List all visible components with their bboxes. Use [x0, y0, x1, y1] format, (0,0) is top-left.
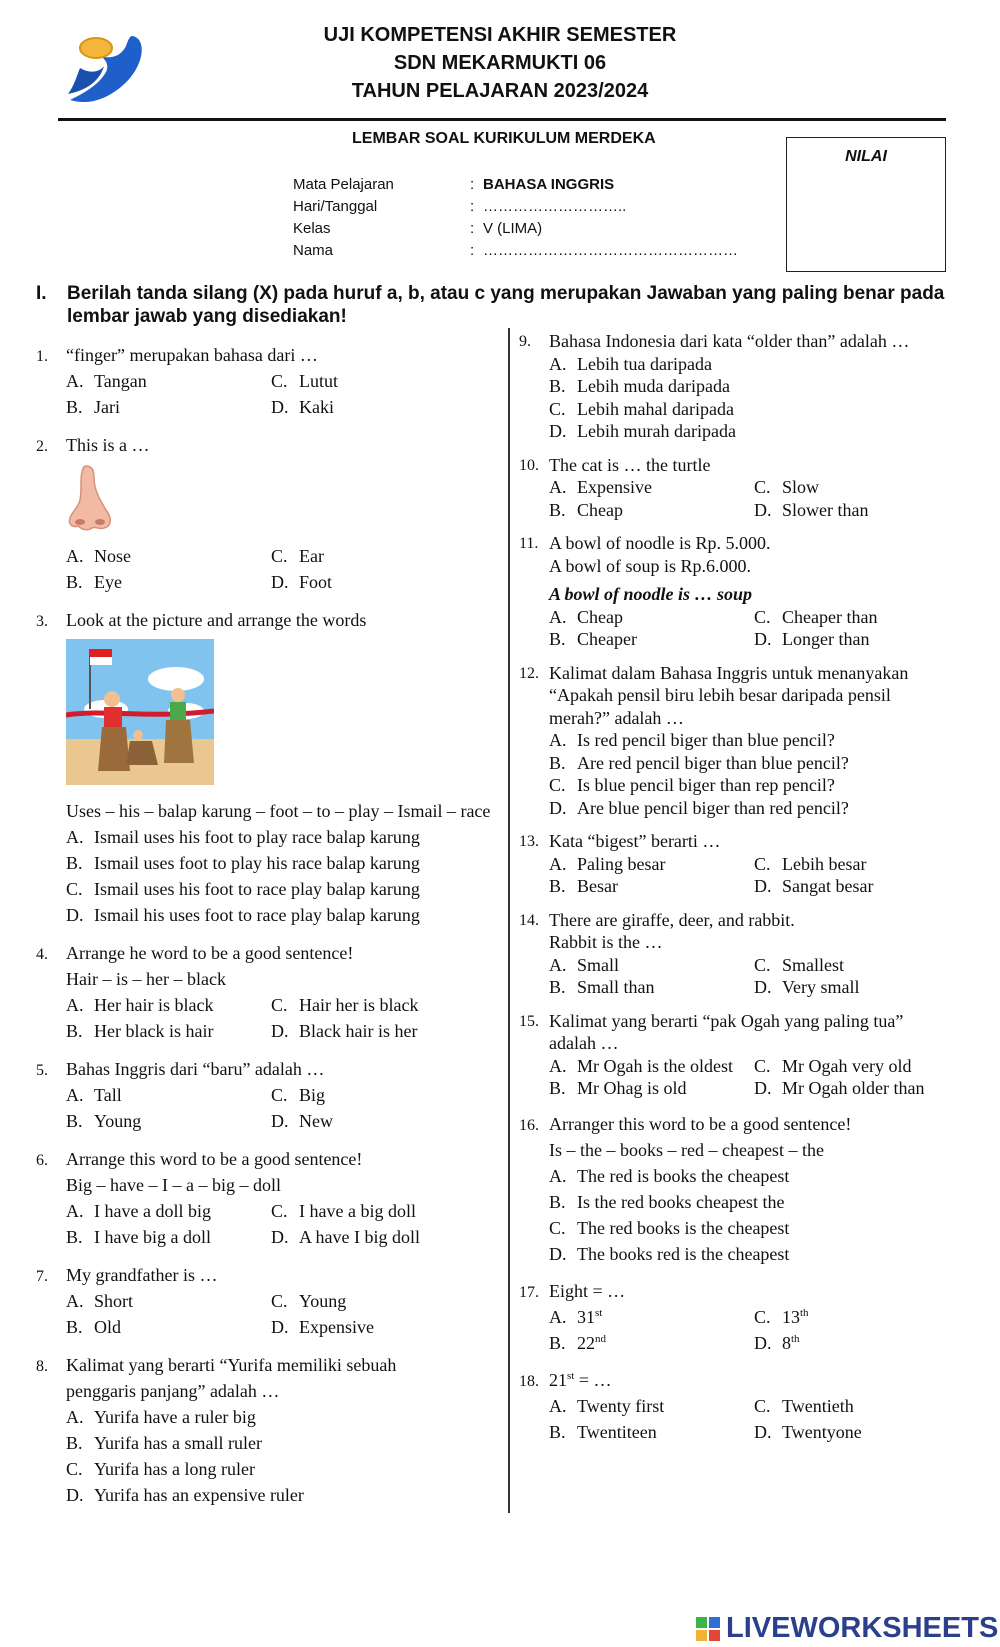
question-number: 10.	[519, 456, 539, 474]
question-text: Look at the picture and arrange the words	[66, 610, 367, 630]
word-bank: Big – have – I – a – big – doll	[66, 1175, 281, 1195]
option-a[interactable]: A. Small	[549, 954, 620, 975]
option-a[interactable]: A. Nose	[66, 546, 131, 566]
school-name: SDN MEKARMUKTI 06	[393, 52, 607, 74]
question-number: 7.	[36, 1268, 48, 1285]
option-d[interactable]: D. A have I big doll	[271, 1227, 420, 1247]
option-b[interactable]: B. Jari	[66, 397, 120, 417]
option-b[interactable]: B. Lebih muda daripada	[549, 376, 730, 396]
nose-image	[66, 464, 116, 532]
option-d[interactable]: D. The books red is the cheapest	[549, 1243, 790, 1264]
meta-label: Mata Pelajaran	[293, 176, 394, 193]
option-a[interactable]: A. Ismail uses his foot to play race balap karung	[66, 827, 420, 847]
option-d[interactable]: D. New	[271, 1111, 333, 1131]
option-c[interactable]: C. Mr Ogah very old	[754, 1055, 912, 1076]
question-text: Bahasa Indonesia dari kata “older than” adalah …	[549, 331, 910, 351]
option-d[interactable]: D. Kaki	[271, 397, 334, 417]
option-b[interactable]: B. Yurifa has a small ruler	[66, 1433, 262, 1453]
option-b[interactable]: B. Small than	[549, 977, 655, 997]
question-text: Kalimat yang berarti “pak Ogah yang paling tua” adalah …	[549, 1010, 904, 1053]
question-text: The cat is … the turtle	[549, 454, 711, 475]
question-number: 13.	[519, 833, 539, 850]
option-a[interactable]: A. Lebih tua daripada	[549, 353, 712, 374]
meta-value[interactable]: ………………………..	[483, 198, 627, 215]
question-text: Arrange this word to be a good sentence!	[66, 1149, 363, 1169]
question-number: 8.	[36, 1358, 48, 1375]
option-b[interactable]: B. Her black is hair	[66, 1021, 214, 1041]
option-c[interactable]: C. Is blue pencil biger than rep pencil?	[549, 775, 835, 795]
question-18	[519, 1367, 949, 1445]
question-number: 15.	[519, 1012, 539, 1030]
option-c[interactable]: C. Big	[271, 1085, 326, 1105]
header-rule	[58, 118, 946, 121]
option-b[interactable]: B. Twentiteen	[549, 1421, 657, 1442]
option-b[interactable]: B. Mr Ohag is old	[549, 1078, 687, 1098]
option-d[interactable]: D. Longer than	[754, 629, 870, 649]
option-c[interactable]: C. Hair her is black	[271, 995, 419, 1015]
option-b[interactable]: B. Cheaper	[549, 629, 637, 649]
question-16	[519, 1111, 949, 1267]
question-number: 6.	[36, 1152, 48, 1169]
question-12	[519, 662, 949, 820]
option-d[interactable]: D. 8th	[754, 1332, 800, 1353]
option-a[interactable]: A. Is red pencil biger than blue pencil?	[549, 730, 835, 750]
question-number: 16.	[519, 1116, 539, 1134]
option-b[interactable]: B. I have big a doll	[66, 1227, 211, 1247]
option-b[interactable]: B. Young	[66, 1111, 142, 1131]
option-d[interactable]: D. Lebih murah daripada	[549, 421, 736, 441]
question-13	[519, 830, 949, 898]
right-column	[519, 330, 949, 1445]
meta-colon: :	[470, 176, 475, 193]
question-number: 5.	[36, 1062, 48, 1079]
question-number: 1.	[36, 348, 48, 365]
option-a[interactable]: A. Paling besar	[549, 853, 666, 874]
question-14	[519, 909, 949, 999]
option-c[interactable]: C. The red books is the cheapest	[549, 1217, 790, 1238]
question-1	[36, 342, 498, 420]
question-17	[519, 1278, 949, 1356]
meta-label: Nama	[293, 242, 334, 259]
option-c[interactable]: C. I have a big doll	[271, 1201, 416, 1221]
option-d[interactable]: D. Are blue pencil biger than red pencil?	[549, 797, 849, 818]
option-a[interactable]: A. Mr Ogah is the oldest	[549, 1055, 733, 1076]
option-d[interactable]: D. Very small	[754, 977, 860, 997]
sack-race-image	[66, 639, 214, 785]
meta-colon: :	[470, 198, 475, 215]
option-b[interactable]: B. 22nd	[549, 1332, 606, 1353]
question-number: 2.	[36, 438, 48, 455]
option-d[interactable]: D. Black hair is her	[271, 1021, 418, 1041]
question-6	[36, 1146, 498, 1250]
question-number: 3.	[36, 613, 48, 630]
option-c[interactable]: C. Slow	[754, 477, 820, 497]
question-number: 12.	[519, 664, 539, 682]
option-a[interactable]: A. Short	[66, 1291, 134, 1311]
column-divider	[508, 328, 510, 1513]
option-a[interactable]: A. Tangan	[66, 371, 147, 391]
option-a[interactable]: A. Yurifa have a ruler big	[66, 1407, 256, 1427]
instruction-number: I.	[36, 283, 47, 304]
option-c[interactable]: C. Cheaper than	[754, 606, 878, 627]
option-b[interactable]: B. Old	[66, 1317, 121, 1337]
option-c[interactable]: C. Smallest	[754, 954, 844, 975]
question-text-2: Rabbit is the …	[549, 932, 663, 952]
option-c[interactable]: C. Twentieth	[754, 1395, 854, 1416]
option-d[interactable]: D. Slower than	[754, 499, 869, 520]
question-number: 4.	[36, 946, 48, 963]
option-b[interactable]: B. Is the red books cheapest the	[549, 1191, 785, 1212]
sheet-subtitle: LEMBAR SOAL KURIKULUM MERDEKA	[352, 130, 656, 147]
option-d[interactable]: D. Yurifa has an expensive ruler	[66, 1485, 304, 1505]
brand-wordmark[interactable]: LIVEWORKSHEETS	[726, 1612, 999, 1644]
academic-year: TAHUN PELAJARAN 2023/2024	[351, 80, 649, 102]
meta-colon: :	[470, 242, 475, 259]
meta-label: Hari/Tanggal	[293, 198, 378, 215]
option-c[interactable]: C. 13th	[754, 1306, 809, 1327]
question-text: 21st = …	[549, 1369, 612, 1390]
left-column	[36, 342, 498, 1508]
question-7	[36, 1262, 498, 1340]
option-a[interactable]: A. Tall	[66, 1085, 122, 1105]
question-11	[519, 532, 949, 651]
question-number: 18.	[519, 1372, 539, 1390]
question-text: Kalimat dalam Bahasa Inggris untuk menanyakan “Apakah pensil biru lebih besar daripada pensil merah?” adalah …	[549, 662, 909, 728]
option-c[interactable]: C. Yurifa has a long ruler	[66, 1459, 255, 1479]
option-d[interactable]: D. Twentyone	[754, 1421, 862, 1442]
question-text: My grandfather is …	[66, 1265, 218, 1285]
score-box	[786, 137, 946, 272]
meta-value: BAHASA INGGRIS	[483, 176, 615, 193]
question-text: Arranger this word to be a good sentence!	[549, 1113, 852, 1134]
option-d[interactable]: D. Sangat besar	[754, 876, 874, 896]
liveworksheets-icon	[695, 1616, 721, 1642]
option-a[interactable]: A. 31st	[549, 1306, 603, 1327]
meta-label: Kelas	[293, 220, 331, 237]
option-b[interactable]: B. Ismail uses foot to play his race balap karung	[66, 853, 420, 873]
question-3	[36, 607, 498, 928]
question-text: Kata “bigest” berarti …	[549, 831, 721, 851]
question-text: Arrange he word to be a good sentence!	[66, 943, 354, 963]
question-5	[36, 1056, 498, 1134]
question-text: “finger” merupakan bahasa dari …	[66, 345, 318, 365]
question-8	[36, 1352, 498, 1508]
option-d[interactable]: D. Expensive	[271, 1317, 374, 1337]
option-b[interactable]: B. Are red pencil biger than blue pencil?	[549, 752, 849, 773]
option-a[interactable]: A. The red is books the cheapest	[549, 1165, 790, 1186]
question-text: This is a …	[66, 435, 150, 455]
question-4	[36, 940, 498, 1044]
meta-value: V (LIMA)	[483, 220, 543, 237]
question-text-2: A bowl of soup is Rp.6.000.	[549, 555, 752, 576]
option-c[interactable]: C. Lebih mahal daripada	[549, 398, 734, 419]
option-c[interactable]: C. Lutut	[271, 371, 338, 391]
word-bank: Uses – his – balap karung – foot – to – play – Ismail – race	[66, 801, 491, 821]
question-prompt: A bowl of noodle is … soup	[549, 584, 753, 604]
question-number: 17.	[519, 1283, 539, 1301]
option-c[interactable]: C. Young	[271, 1291, 347, 1311]
option-d[interactable]: D. Ismail his uses foot to race play balap karung	[66, 905, 420, 925]
option-c[interactable]: C. Ear	[271, 546, 324, 566]
option-b[interactable]: B. Cheap	[549, 499, 623, 520]
option-c[interactable]: C. Lebih besar	[754, 853, 867, 874]
question-number: 11.	[519, 535, 539, 552]
question-number: 14.	[519, 911, 539, 929]
question-number: 9.	[519, 333, 531, 350]
option-c[interactable]: C. Ismail uses his foot to race play balap karung	[66, 879, 420, 899]
option-d[interactable]: D. Foot	[271, 572, 333, 592]
option-a[interactable]: A. Her hair is black	[66, 995, 214, 1015]
option-b[interactable]: B. Eye	[66, 572, 122, 592]
question-15	[519, 1010, 949, 1100]
option-b[interactable]: B. Besar	[549, 876, 618, 896]
question-text: There are giraffe, deer, and rabbit.	[549, 909, 795, 930]
option-a[interactable]: A. I have a doll big	[66, 1201, 211, 1221]
meta-colon: :	[470, 220, 475, 237]
word-bank: Is – the – books – red – cheapest – the	[549, 1139, 824, 1160]
question-10	[519, 454, 949, 522]
word-bank: Hair – is – her – black	[66, 969, 226, 989]
option-a[interactable]: A. Expensive	[549, 477, 652, 497]
option-a[interactable]: A. Cheap	[549, 606, 623, 627]
question-text: Eight = …	[549, 1280, 626, 1301]
instruction-text: Berilah tanda silang (X) pada huruf a, b, atau c yang merupakan Jawaban yang paling benar pada lembar jawab yang disediakan!	[67, 283, 945, 327]
option-a[interactable]: A. Twenty first	[549, 1395, 665, 1416]
question-9	[519, 330, 949, 443]
meta-value[interactable]: ……………………………………………	[483, 242, 738, 259]
question-text: Kalimat yang berarti “Yurifa memiliki sebuah penggaris panjang” adalah …	[66, 1355, 397, 1401]
score-box-label: NILAI	[845, 148, 887, 165]
question-text: A bowl of noodle is Rp. 5.000.	[549, 533, 771, 553]
question-2	[36, 432, 498, 595]
exam-title: UJI KOMPETENSI AKHIR SEMESTER	[323, 24, 677, 46]
question-text: Bahas Inggris dari “baru” adalah …	[66, 1059, 325, 1079]
option-d[interactable]: D. Mr Ogah older than	[754, 1078, 925, 1098]
